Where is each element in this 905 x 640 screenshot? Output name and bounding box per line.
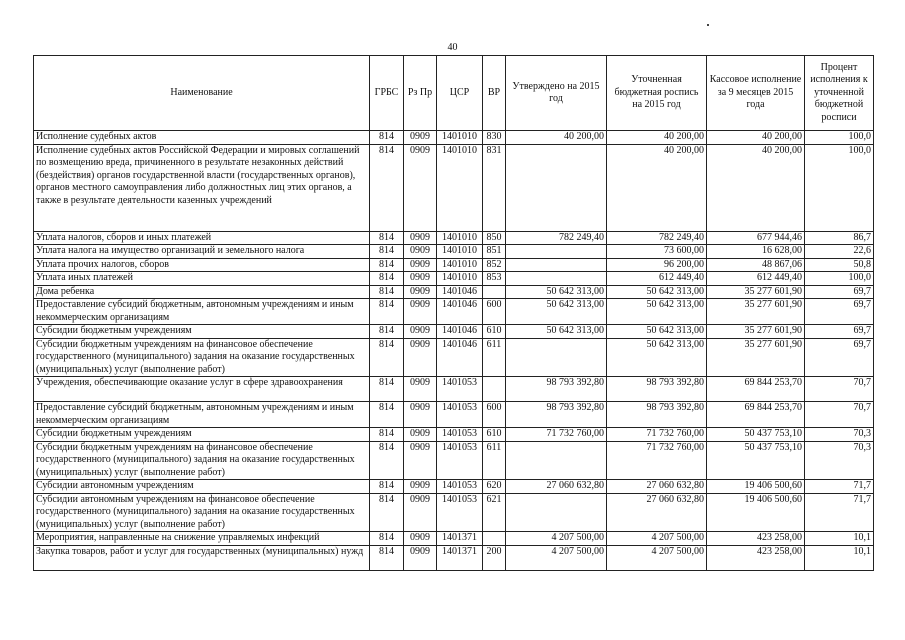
cell-refined: 782 249,40: [607, 231, 707, 245]
cell-vr: 852: [483, 258, 506, 272]
cell-cash: 423 258,00: [707, 532, 805, 546]
cell-rzpr: 0909: [404, 131, 437, 145]
cell-cash: 19 406 500,60: [707, 493, 805, 532]
table-row: [34, 338, 874, 377]
cell-rzpr: 0909: [404, 144, 437, 231]
cell-refined: 50 642 313,00: [607, 285, 707, 299]
cell-refined: 4 207 500,00: [607, 545, 707, 570]
cell-grbs: 814: [370, 131, 404, 145]
cell-cash: 35 277 601,90: [707, 325, 805, 339]
table-row: [34, 245, 874, 259]
header-cash: Кассовое исполнение за 9 месяцев 2015 года: [707, 56, 805, 131]
budget-execution-table: [33, 55, 874, 571]
cell-vr: [483, 377, 506, 402]
cell-cash: 35 277 601,90: [707, 338, 805, 377]
cell-name: Субсидии автономным учреждениям на финансовое обеспечение государственного (муниципального) задания на оказание государственных (муниципальных) услуг (выполнение работ): [34, 493, 370, 532]
cell-cash: 35 277 601,90: [707, 299, 805, 325]
cell-name: Субсидии бюджетным учреждениям: [34, 428, 370, 442]
cell-grbs: 814: [370, 272, 404, 286]
cell-approved: [506, 441, 607, 480]
header-name: Наименование: [34, 56, 370, 131]
cell-rzpr: 0909: [404, 493, 437, 532]
cell-percent: 69,7: [805, 325, 874, 339]
header-approved: Утверждено на 2015 год: [506, 56, 607, 131]
cell-vr: 831: [483, 144, 506, 231]
cell-percent: 10,1: [805, 545, 874, 570]
table-row: [34, 325, 874, 339]
cell-percent: 70,3: [805, 441, 874, 480]
cell-csr: 1401046: [437, 299, 483, 325]
cell-cash: 35 277 601,90: [707, 285, 805, 299]
cell-cash: 48 867,06: [707, 258, 805, 272]
cell-vr: 200: [483, 545, 506, 570]
cell-cash: 677 944,46: [707, 231, 805, 245]
cell-grbs: 814: [370, 144, 404, 231]
cell-vr: 611: [483, 441, 506, 480]
cell-rzpr: 0909: [404, 532, 437, 546]
cell-vr: [483, 532, 506, 546]
cell-cash: 40 200,00: [707, 144, 805, 231]
cell-approved: 40 200,00: [506, 131, 607, 145]
cell-percent: 100,0: [805, 144, 874, 231]
cell-refined: 96 200,00: [607, 258, 707, 272]
cell-approved: [506, 258, 607, 272]
cell-cash: 69 844 253,70: [707, 402, 805, 428]
cell-vr: [483, 285, 506, 299]
cell-refined: 71 732 760,00: [607, 428, 707, 442]
cell-percent: 69,7: [805, 338, 874, 377]
cell-approved: [506, 272, 607, 286]
cell-rzpr: 0909: [404, 258, 437, 272]
cell-name: Уплата иных платежей: [34, 272, 370, 286]
cell-vr: 620: [483, 480, 506, 494]
cell-vr: 851: [483, 245, 506, 259]
table-row: [34, 272, 874, 286]
cell-csr: 1401053: [437, 428, 483, 442]
table-row: [34, 428, 874, 442]
cell-approved: 50 642 313,00: [506, 285, 607, 299]
cell-percent: 50,8: [805, 258, 874, 272]
cell-csr: 1401053: [437, 493, 483, 532]
cell-approved: 27 060 632,80: [506, 480, 607, 494]
header-refined: Уточненная бюджетная роспись на 2015 год: [607, 56, 707, 131]
cell-grbs: 814: [370, 231, 404, 245]
cell-refined: 27 060 632,80: [607, 493, 707, 532]
cell-csr: 1401010: [437, 245, 483, 259]
cell-csr: 1401053: [437, 441, 483, 480]
cell-csr: 1401371: [437, 545, 483, 570]
cell-rzpr: 0909: [404, 480, 437, 494]
cell-cash: 423 258,00: [707, 545, 805, 570]
cell-refined: 98 793 392,80: [607, 377, 707, 402]
table-row: [34, 258, 874, 272]
table-row: [34, 545, 874, 570]
table-row: [34, 299, 874, 325]
cell-name: Субсидии автономным учреждениям: [34, 480, 370, 494]
cell-csr: 1401046: [437, 325, 483, 339]
cell-csr: 1401053: [437, 377, 483, 402]
cell-approved: 50 642 313,00: [506, 325, 607, 339]
cell-csr: 1401046: [437, 338, 483, 377]
cell-percent: 71,7: [805, 480, 874, 494]
cell-csr: 1401010: [437, 272, 483, 286]
cell-vr: 610: [483, 325, 506, 339]
cell-cash: 50 437 753,10: [707, 428, 805, 442]
cell-refined: 612 449,40: [607, 272, 707, 286]
cell-percent: 69,7: [805, 285, 874, 299]
cell-approved: 98 793 392,80: [506, 377, 607, 402]
cell-rzpr: 0909: [404, 272, 437, 286]
cell-percent: 69,7: [805, 299, 874, 325]
cell-approved: [506, 144, 607, 231]
cell-name: Уплата прочих налогов, сборов: [34, 258, 370, 272]
header-percent: Процент исполнения к уточненной бюджетной росписи: [805, 56, 874, 131]
cell-grbs: 814: [370, 245, 404, 259]
cell-name: Исполнение судебных актов Российской Федерации и мировых соглашений по возмещению вреда, причиненного в результате незаконных действий (бездействия) органов государственной власти (государственных органов), органов местного самоуправления либо должностных лиц этих органов, а также в результате деятельности казенных учреждений: [34, 144, 370, 231]
cell-refined: 50 642 313,00: [607, 325, 707, 339]
cell-refined: 50 642 313,00: [607, 299, 707, 325]
cell-rzpr: 0909: [404, 231, 437, 245]
cell-csr: 1401046: [437, 285, 483, 299]
cell-refined: 98 793 392,80: [607, 402, 707, 428]
cell-approved: 50 642 313,00: [506, 299, 607, 325]
header-vr: ВР: [483, 56, 506, 131]
cell-percent: 10,1: [805, 532, 874, 546]
cell-grbs: 814: [370, 493, 404, 532]
cell-name: Субсидии бюджетным учреждениям на финансовое обеспечение государственного (муниципального) задания на оказание государственных (муниципальных) услуг (выполнение работ): [34, 441, 370, 480]
table-row: [34, 377, 874, 402]
table-row: [34, 131, 874, 145]
cell-refined: 50 642 313,00: [607, 338, 707, 377]
cell-csr: 1401371: [437, 532, 483, 546]
cell-percent: 70,7: [805, 402, 874, 428]
cell-rzpr: 0909: [404, 299, 437, 325]
cell-grbs: 814: [370, 428, 404, 442]
cell-csr: 1401010: [437, 144, 483, 231]
cell-cash: 16 628,00: [707, 245, 805, 259]
cell-name: Учреждения, обеспечивающие оказание услуг в сфере здравоохранения: [34, 377, 370, 402]
scan-speck: [707, 24, 709, 26]
cell-rzpr: 0909: [404, 545, 437, 570]
cell-refined: 40 200,00: [607, 131, 707, 145]
cell-grbs: 814: [370, 258, 404, 272]
header-rzpr: Рз Пр: [404, 56, 437, 131]
cell-rzpr: 0909: [404, 402, 437, 428]
table-row: [34, 441, 874, 480]
cell-cash: 612 449,40: [707, 272, 805, 286]
header-csr: ЦСР: [437, 56, 483, 131]
cell-vr: 611: [483, 338, 506, 377]
cell-grbs: 814: [370, 285, 404, 299]
cell-vr: 600: [483, 299, 506, 325]
cell-vr: 830: [483, 131, 506, 145]
cell-approved: 782 249,40: [506, 231, 607, 245]
cell-name: Исполнение судебных актов: [34, 131, 370, 145]
cell-grbs: 814: [370, 480, 404, 494]
cell-name: Субсидии бюджетным учреждениям: [34, 325, 370, 339]
cell-approved: [506, 245, 607, 259]
cell-vr: 853: [483, 272, 506, 286]
cell-csr: 1401010: [437, 231, 483, 245]
cell-refined: 40 200,00: [607, 144, 707, 231]
cell-cash: 50 437 753,10: [707, 441, 805, 480]
cell-grbs: 814: [370, 532, 404, 546]
cell-approved: [506, 493, 607, 532]
cell-csr: 1401053: [437, 480, 483, 494]
cell-percent: 100,0: [805, 272, 874, 286]
cell-rzpr: 0909: [404, 428, 437, 442]
cell-rzpr: 0909: [404, 285, 437, 299]
table-row: [34, 402, 874, 428]
table-header-row: [34, 56, 874, 131]
cell-vr: 610: [483, 428, 506, 442]
table-row: [34, 231, 874, 245]
cell-vr: 600: [483, 402, 506, 428]
cell-percent: 70,7: [805, 377, 874, 402]
cell-cash: 69 844 253,70: [707, 377, 805, 402]
cell-name: Уплата налогов, сборов и иных платежей: [34, 231, 370, 245]
cell-vr: 621: [483, 493, 506, 532]
table-row: [34, 493, 874, 532]
cell-name: Предоставление субсидий бюджетным, автономным учреждениям и иным некоммерческим организациям: [34, 299, 370, 325]
cell-rzpr: 0909: [404, 377, 437, 402]
cell-grbs: 814: [370, 338, 404, 377]
cell-grbs: 814: [370, 325, 404, 339]
cell-grbs: 814: [370, 402, 404, 428]
cell-grbs: 814: [370, 377, 404, 402]
cell-refined: 73 600,00: [607, 245, 707, 259]
cell-grbs: 814: [370, 545, 404, 570]
cell-approved: 98 793 392,80: [506, 402, 607, 428]
cell-name: Предоставление субсидий бюджетным, автономным учреждениям и иным некоммерческим организациям: [34, 402, 370, 428]
cell-name: Закупка товаров, работ и услуг для государственных (муниципальных) нужд: [34, 545, 370, 570]
cell-cash: 19 406 500,60: [707, 480, 805, 494]
cell-grbs: 814: [370, 441, 404, 480]
cell-refined: 4 207 500,00: [607, 532, 707, 546]
cell-name: Дома ребенка: [34, 285, 370, 299]
cell-rzpr: 0909: [404, 441, 437, 480]
cell-name: Субсидии бюджетным учреждениям на финансовое обеспечение государственного (муниципального) задания на оказание государственных (муниципальных) услуг (выполнение работ): [34, 338, 370, 377]
cell-cash: 40 200,00: [707, 131, 805, 145]
cell-name: Уплата налога на имущество организаций и земельного налога: [34, 245, 370, 259]
cell-rzpr: 0909: [404, 338, 437, 377]
cell-refined: 27 060 632,80: [607, 480, 707, 494]
cell-percent: 70,3: [805, 428, 874, 442]
cell-approved: 4 207 500,00: [506, 532, 607, 546]
cell-approved: [506, 338, 607, 377]
table-row: [34, 532, 874, 546]
cell-rzpr: 0909: [404, 325, 437, 339]
table-row: [34, 285, 874, 299]
page-number: 40: [447, 42, 458, 53]
cell-csr: 1401010: [437, 258, 483, 272]
cell-approved: 4 207 500,00: [506, 545, 607, 570]
cell-refined: 71 732 760,00: [607, 441, 707, 480]
table-row: [34, 480, 874, 494]
cell-rzpr: 0909: [404, 245, 437, 259]
cell-name: Мероприятия, направленные на снижение управляемых инфекций: [34, 532, 370, 546]
cell-percent: 71,7: [805, 493, 874, 532]
cell-approved: 71 732 760,00: [506, 428, 607, 442]
cell-vr: 850: [483, 231, 506, 245]
table-row: [34, 144, 874, 231]
cell-grbs: 814: [370, 299, 404, 325]
cell-percent: 22,6: [805, 245, 874, 259]
cell-csr: 1401053: [437, 402, 483, 428]
cell-csr: 1401010: [437, 131, 483, 145]
header-grbs: ГРБС: [370, 56, 404, 131]
cell-percent: 86,7: [805, 231, 874, 245]
cell-percent: 100,0: [805, 131, 874, 145]
